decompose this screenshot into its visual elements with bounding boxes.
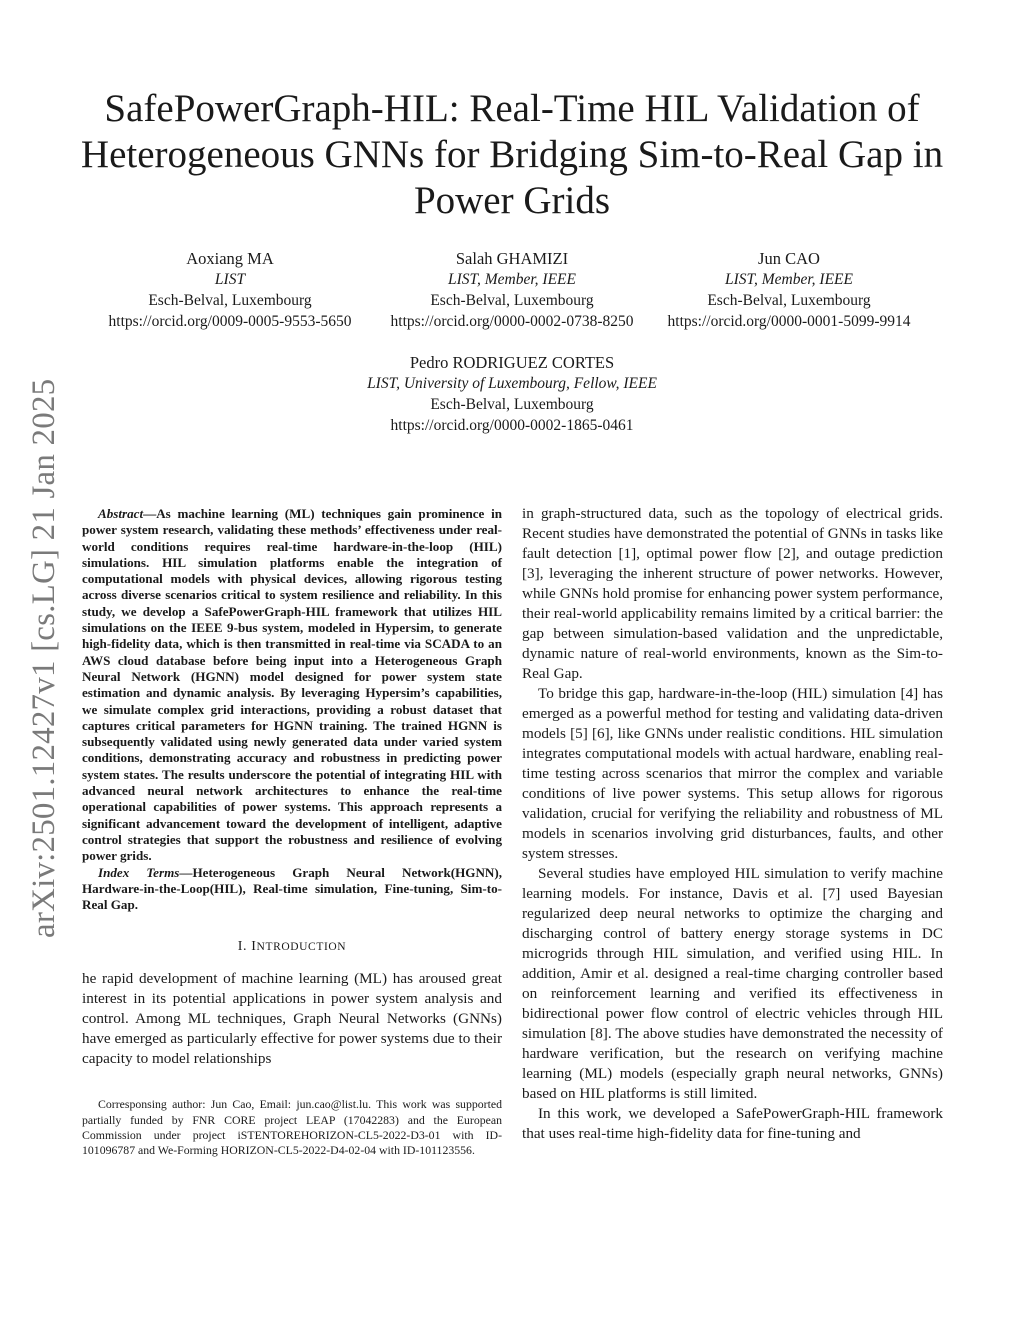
author-location: Esch-Belval, Luxembourg (430, 292, 594, 309)
author-affiliation: LIST (214, 271, 246, 288)
abstract-label: Abstract (98, 506, 144, 521)
author-name: Salah GHAMIZI (455, 249, 569, 268)
author-membership: Member, IEEE (761, 271, 853, 288)
author-2 (367, 248, 657, 332)
author-1 (85, 248, 375, 332)
footnote: Corresponsing author: Jun Cao, Email: jun.cao@list.lu. This work was supported partially funded by FNR CORE project LEAP (17042283) and the European Commission under project iSTENTOREHORIZON-CL5-2022-D3-01 with ID-101096787 and We-Forming HORIZON-CL5-2022-D4-02-04 with ID-101123556. (82, 1097, 502, 1158)
intro-paragraph: he rapid development of machine learning (ML) has aroused great interest in its potential applications in power system analysis and control. Among ML techniques, Graph Neural Networks (GNNs) have emerged as particularly effective for power systems due to their capacity to model relationships (82, 970, 502, 1068)
index-terms (82, 865, 502, 914)
author-name: Jun CAO (758, 249, 820, 268)
author-affiliation: LIST, (447, 271, 481, 288)
author-4 (312, 352, 712, 436)
index-terms-text: —Heterogeneous Graph Neural Network(HGNN), Hardware-in-the-Loop(HIL), Real-time simulation, Fine-tuning, Sim-to-Real Gap. (82, 864, 503, 913)
author-location: Esch-Belval, Luxembourg (430, 396, 594, 413)
left-column (82, 506, 502, 1158)
author-name: Pedro RODRIGUEZ CORTES (409, 353, 615, 372)
author-orcid[interactable]: https://orcid.org/0000-0002-0738-8250 (390, 313, 634, 330)
author-orcid[interactable]: https://orcid.org/0009-0005-9553-5650 (108, 313, 352, 330)
abstract-text: —As machine learning (ML) techniques gain prominence in power system research, validating these methods’ effectiveness under real-world conditions requires real-time hardware-in-the-loop (HIL) simulations. HIL simulation platforms enable the integration of computational models with physical devices, allowing rigorous testing across diverse scenarios critical to system resilience and reliability. In this study, we develop a SafePowerGraph-HIL framework that utilizes HIL simulations on the IEEE 9-bus system, modeled in Hypersim, to generate high-fidelity data, which is then transmitted in real-time via SCADA to an AWS cloud database before being input into a Heterogeneous Graph Neural Network (HGNN) model designed for power system state estimation and dynamic analysis. By leveraging Hypersim’s capabilities, we simulate complex grid interactions, providing a robust dataset that captures critical parameters for HGNN training. The trained HGNN is subsequently validated using newly generated data under varied system conditions, demonstrating accuracy and robustness in predicting power system states. The results underscore the potential of integrating HIL with advanced neural network architectures to enhance the real-time operational capabilities of power systems. This approach represents a significant advancement toward the development of intelligent, adaptive control strategies that support the robustness and resilience of evolving power grids. (82, 506, 502, 864)
arxiv-side-stamp: arXiv:2501.12427v1 [cs.LG] 21 Jan 2025 (26, 378, 62, 938)
right-column (522, 504, 943, 1144)
body-paragraph: in graph-structured data, such as the topology of electrical grids. Recent studies have demonstrated the potential of GNNs in tasks like fault detection [1], optimal power flow [2], and outage prediction [3], leveraging the inherent structure of power networks. However, while GNNs hold promise for enhancing power system performance, their real-world applicability remains limited by a critical barrier: the gap between simulation-based validation and the unpredictable, dynamic nature of real-world environments, known as the Sim-to-Real Gap. (522, 505, 943, 682)
author-3 (644, 248, 934, 332)
author-orcid[interactable]: https://orcid.org/0000-0001-5099-9914 (667, 313, 911, 330)
author-location: Esch-Belval, Luxembourg (707, 292, 871, 309)
author-affiliation: LIST, (724, 271, 758, 288)
author-affiliation: LIST, University of Luxembourg, (367, 375, 570, 392)
author-location: Esch-Belval, Luxembourg (148, 292, 312, 309)
paper-title: SafePowerGraph-HIL: Real-Time HIL Validation of Heterogeneous GNNs for Bridging Sim-to-Real Gap in Power Grids (80, 87, 944, 222)
body-paragraph: To bridge this gap, hardware-in-the-loop (HIL) simulation [4] has emerged as a powerful method for testing and validating data-driven models [5] [6], like GNNs under realistic conditions. HIL simulation integrates computational models with actual hardware, enabling real-time testing across scenarios that mirror the complex and variable conditions of live power systems. This setup allows for rigorous validation, crucial for verifying the reliability and robustness of ML models in scenarios involving grid disturbances, faults, and other system stresses. (522, 685, 943, 862)
author-name: Aoxiang MA (186, 249, 274, 268)
author-membership: Fellow, IEEE (573, 375, 657, 392)
section-heading-introduction: I. INTRODUCTION (237, 939, 347, 955)
body-paragraph: In this work, we developed a SafePowerGraph-HIL framework that uses real-time high-fidelity data for fine-tuning and (522, 1105, 943, 1142)
abstract (82, 506, 502, 865)
body-paragraph: Several studies have employed HIL simulation to verify machine learning models. For instance, Davis et al. [7] used Bayesian regularized deep neural networks to optimize the charging and discharging control of battery energy storage systems in DC microgrids through HIL simulation, and verified using HIL. In addition, Amir et al. designed a real-time charging controller based on reinforcement learning and verified its effectiveness in bidirectional power flow control of electric vehicles through HIL simulation [8]. The above studies have demonstrated the necessity of hardware verification, but the research on verifying machine learning (ML) models (especially graph neural networks, GNNs) based on HIL platforms is still limited. (522, 865, 943, 1102)
author-orcid[interactable]: https://orcid.org/0000-0002-1865-0461 (390, 417, 634, 434)
author-membership: Member, IEEE (484, 271, 576, 288)
index-terms-label: Index Terms (98, 864, 180, 880)
